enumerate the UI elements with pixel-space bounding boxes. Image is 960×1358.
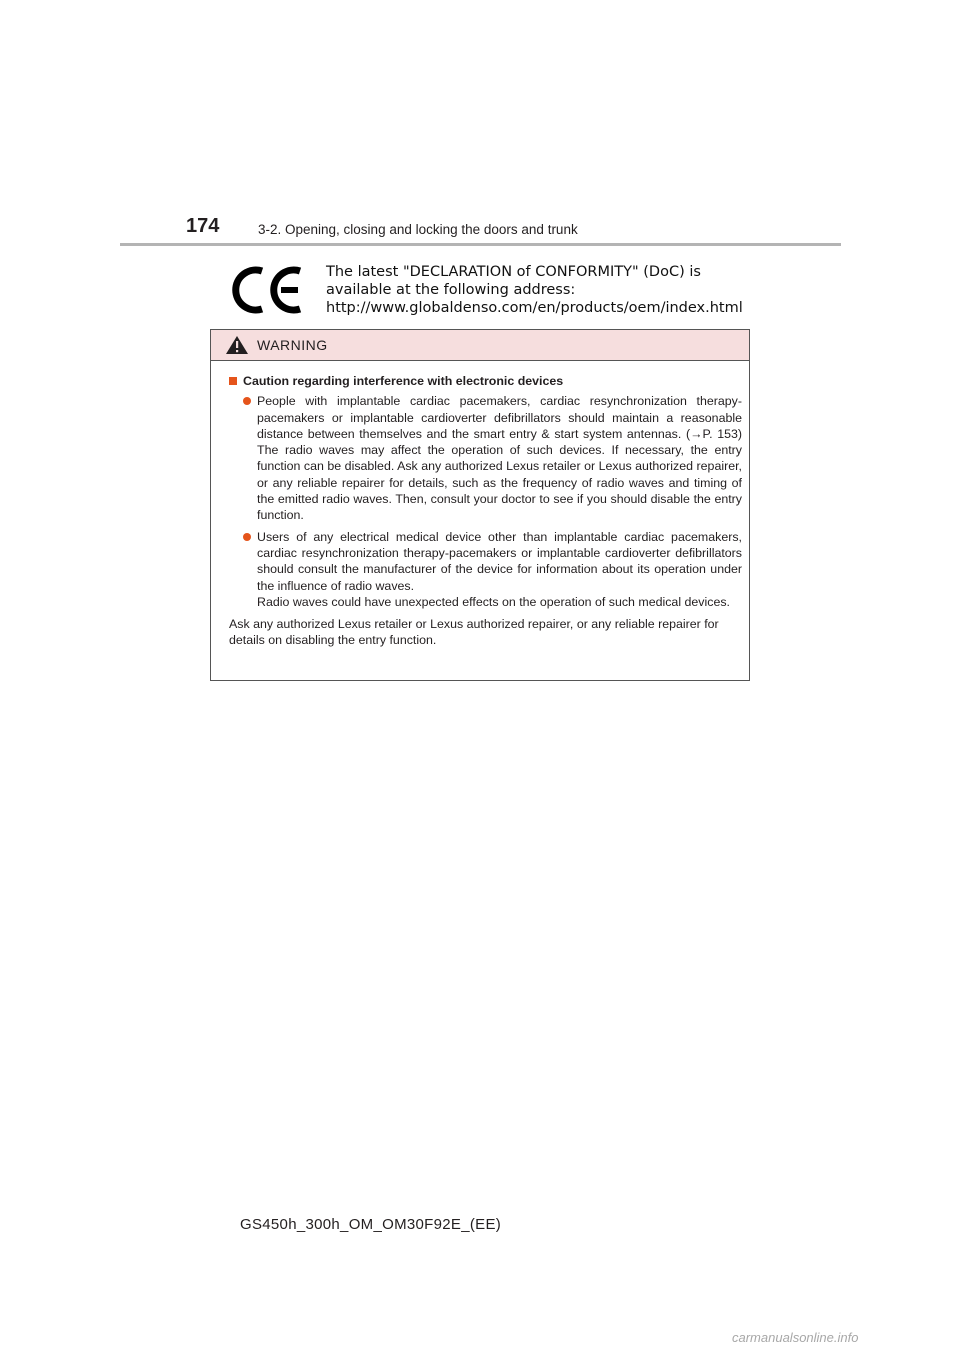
bullet-text: People with implantable cardiac pacemakers, cardiac resynchronization therapy-pacemakers or implantable cardioverter defibrillators should maintain a reasonable distance between themselves and the smart entry & start system antennas. (→P. 153) The radio waves may affect the operation of such devices. If necessary, the entry function can be disabled. Ask any authorized Lexus retailer or Lexus authorized repairer, or any reliable repairer for details, such as the frequency of radio waves and timing of the emitted radio waves. Then, consult your doctor to see if you should disable the entry function. (257, 394, 742, 523)
subheading-text: Caution regarding interference with electronic devices (243, 374, 564, 388)
ce-mark-icon (232, 265, 304, 315)
watermark: carmanualsonline.info (732, 1330, 859, 1345)
manual-code: GS450h_300h_OM_OM30F92E_(EE) (240, 1216, 502, 1233)
conformity-url: http://www.globaldenso.com/en/products/oem/index.html (326, 300, 743, 316)
conformity-line-1: The latest "DECLARATION of CONFORMITY" (DoC) is (326, 264, 701, 280)
warning-box (210, 329, 750, 681)
warning-body (211, 361, 749, 649)
header-divider (120, 243, 841, 246)
conformity-notice (326, 263, 743, 317)
warning-header (211, 330, 749, 361)
square-bullet-icon (229, 377, 237, 385)
bullet-text-extra: Radio waves could have unexpected effects on the operation of such medical devices. (257, 594, 730, 609)
warning-title: WARNING (257, 337, 328, 353)
bullet-text: Users of any electrical medical device other than implantable cardiac pacemakers, cardiac resynchronization therapy-pacemakers or implantable cardioverter defibrillators should consult the manufacturer of the device for information about its operation under the influence of radio waves. (257, 529, 742, 593)
warning-subheading (229, 373, 742, 389)
page-number: 174 (186, 215, 220, 237)
bullet-item (243, 393, 742, 523)
conformity-line-2: available at the following address: (326, 282, 576, 298)
bullet-list (229, 393, 742, 610)
round-bullet-icon (243, 397, 251, 405)
round-bullet-icon (243, 533, 251, 541)
warning-closing: Ask any authorized Lexus retailer or Lexus authorized repairer, or any reliable repairer for details on disabling the entry function. (229, 617, 719, 648)
section-title: 3-2. Opening, closing and locking the doors and trunk (258, 222, 578, 237)
bullet-item (243, 529, 742, 610)
warning-triangle-icon (225, 335, 249, 355)
